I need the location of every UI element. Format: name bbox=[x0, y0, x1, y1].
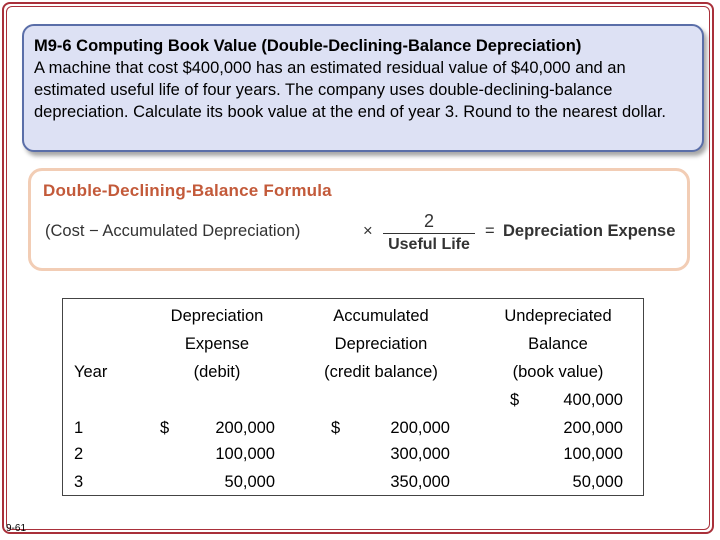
row3-book-value: 50,000 bbox=[572, 473, 623, 491]
row2-dep-expense: 100,000 bbox=[215, 445, 275, 463]
header-und-line3: (book value) bbox=[512, 363, 604, 381]
slide-number: 9-61 bbox=[6, 523, 27, 534]
row3-dep-expense: 50,000 bbox=[224, 473, 275, 491]
formula-denominator: Useful Life bbox=[388, 236, 470, 253]
row3-acc-dep: 350,000 bbox=[390, 473, 450, 491]
depreciation-table bbox=[62, 298, 644, 496]
header-year: Year bbox=[74, 363, 108, 381]
header-und-line1: Undepreciated bbox=[504, 307, 612, 325]
header-acc-line1: Accumulated bbox=[333, 307, 429, 325]
formula-box bbox=[28, 168, 690, 271]
problem-box bbox=[22, 24, 704, 152]
row2-acc-dep: 300,000 bbox=[390, 445, 450, 463]
formula-equals-sign: = bbox=[485, 222, 495, 240]
formula-numerator: 2 bbox=[423, 211, 434, 231]
row3-year: 3 bbox=[74, 473, 84, 491]
opening-book-value: 400,000 bbox=[563, 391, 623, 409]
fraction-bar bbox=[383, 233, 475, 234]
header-dep-line1: Depreciation bbox=[170, 307, 264, 325]
formula-equation bbox=[45, 211, 685, 261]
row1-book-value: 200,000 bbox=[563, 419, 623, 437]
header-dep-line2: Expense bbox=[184, 335, 250, 353]
row1-year: 1 bbox=[74, 419, 84, 437]
row1-acc-dep: 200,000 bbox=[390, 419, 450, 437]
row1-acc-currency: $ bbox=[331, 419, 341, 437]
header-acc-line2: Depreciation bbox=[334, 335, 428, 353]
header-und-line2: Balance bbox=[528, 335, 588, 353]
formula-left-term: (Cost − Accumulated Depreciation) bbox=[45, 222, 301, 240]
formula-heading: Double-Declining-Balance Formula bbox=[43, 181, 332, 200]
formula-result: Depreciation Expense bbox=[503, 222, 676, 240]
opening-currency: $ bbox=[510, 391, 520, 409]
formula-times-sign: × bbox=[363, 222, 373, 240]
header-dep-line3: (debit) bbox=[193, 363, 241, 381]
header-acc-line3: (credit balance) bbox=[324, 363, 438, 381]
formula-fraction bbox=[383, 211, 475, 254]
row2-book-value: 100,000 bbox=[563, 445, 623, 463]
row1-dep-expense: 200,000 bbox=[215, 419, 275, 437]
problem-text: A machine that cost $400,000 has an estimated residual value of $40,000 and an estimated useful life of four years. The company uses double-declining-balance depreciation. Calculate its book value at the end of year 3. Round to the nearest dollar. bbox=[34, 59, 666, 121]
row2-year: 2 bbox=[74, 445, 84, 463]
problem-title: M9-6 Computing Book Value (Double-Declining-Balance Depreciation) bbox=[34, 37, 582, 55]
row1-dep-currency: $ bbox=[160, 419, 170, 437]
